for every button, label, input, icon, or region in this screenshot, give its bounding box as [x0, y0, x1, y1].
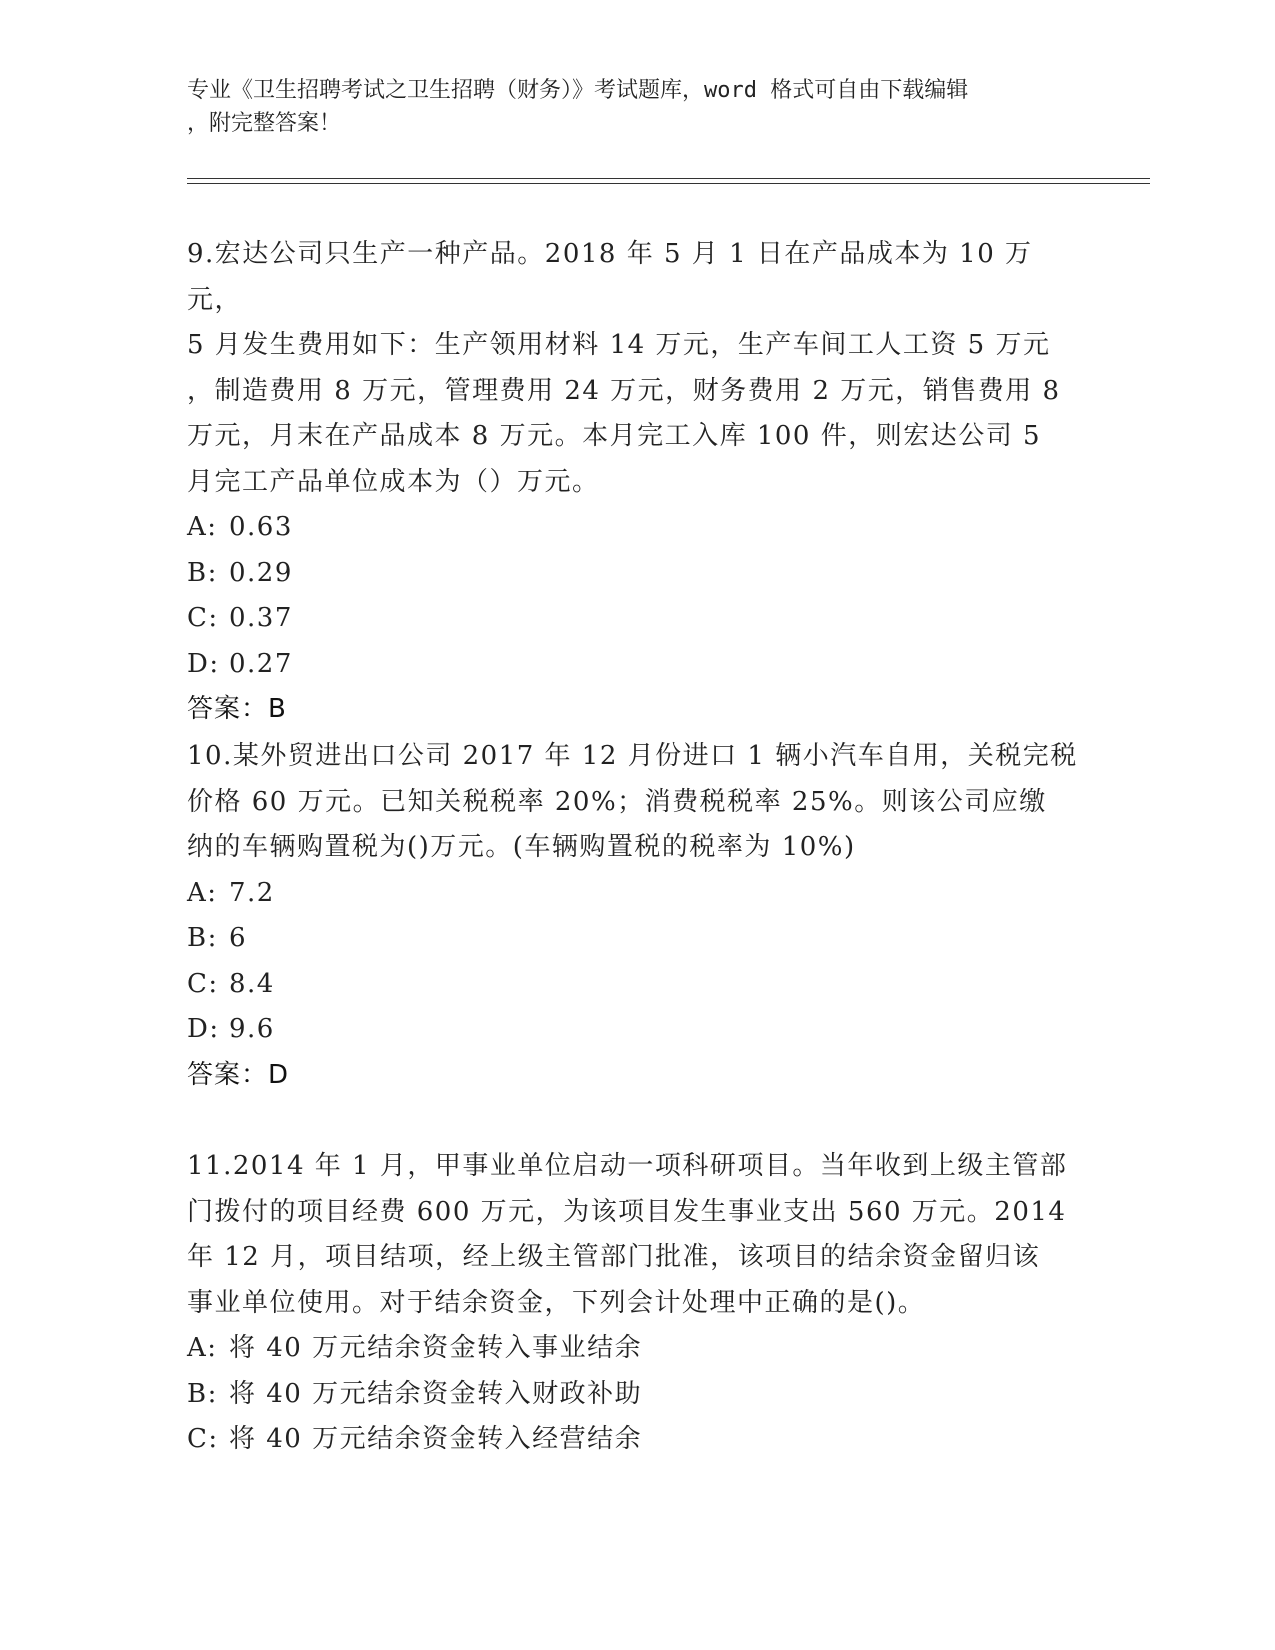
stem-line: 门拨付的项目经费 600 万元，为该项目发生事业支出 560 万元。2014 — [187, 1196, 1067, 1227]
option-label: C: — [187, 1424, 219, 1454]
question-11 — [187, 1144, 1087, 1463]
header-divider-bottom — [187, 183, 1150, 184]
stem-line: ，制造费用 8 万元，管理费用 24 万元，财务费用 2 万元，销售费用 8 — [187, 375, 1061, 406]
option-text: 7.2 — [229, 877, 275, 908]
option-c — [187, 962, 1087, 1008]
option-label: C: — [187, 603, 219, 633]
option-a — [187, 1326, 1087, 1372]
option-c — [187, 596, 1087, 642]
stem-line: 纳的车辆购置税为()万元。(车辆购置税的税率为 10%) — [187, 832, 856, 862]
option-label: A: — [187, 512, 218, 542]
option-label: B: — [187, 1378, 218, 1409]
option-text: 9.6 — [229, 1014, 275, 1044]
option-b — [187, 551, 1087, 597]
option-text: 6 — [229, 923, 248, 953]
stem-line: 5 月发生费用如下：生产领用材料 14 万元，生产车间工人工资 5 万元 — [187, 330, 1051, 360]
option-b — [187, 1372, 1087, 1418]
header-divider-top — [187, 178, 1150, 179]
option-text: 将 40 万元结余资金转入事业结余 — [229, 1333, 643, 1363]
stem-line: 万元，月末在产品成本 8 万元。本月完工入库 100 件，则宏达公司 5 — [187, 421, 1042, 451]
stem-line: 事业单位使用。对于结余资金，下列会计处理中正确的是()。 — [187, 1287, 926, 1318]
option-label: D: — [187, 1014, 220, 1044]
option-text: 0.29 — [229, 557, 293, 588]
header-line-1: 专业《卫生招聘考试之卫生招聘（财务）》考试题库，word 格式可自由下载编辑 — [187, 78, 969, 103]
header-line-2: ，附完整答案！ — [187, 111, 342, 136]
option-text: 0.27 — [229, 648, 293, 679]
stem-line: 年 12 月，项目结项，经上级主管部门批准，该项目的结余资金留归该 — [187, 1242, 1041, 1272]
option-label: B: — [187, 557, 218, 588]
question-10 — [187, 734, 1087, 1098]
stem-line: 价格 60 万元。已知关税税率 20%；消费税税率 25%。则该公司应缴 — [187, 786, 1047, 817]
answer-line: 答案：D — [187, 1059, 290, 1090]
option-label: A: — [187, 877, 218, 908]
option-c — [187, 1417, 1087, 1463]
option-a — [187, 505, 1087, 551]
option-text: 将 40 万元结余资金转入经营结余 — [229, 1424, 643, 1454]
option-text: 将 40 万元结余资金转入财政补助 — [229, 1378, 643, 1409]
stem-line: 9.宏达公司只生产一种产品。2018 年 5 月 1 日在产品成本为 10 万元， — [187, 239, 1033, 315]
option-text: 0.63 — [229, 512, 293, 542]
option-a — [187, 871, 1087, 917]
question-9 — [187, 232, 1087, 733]
stem-line: 11.2014 年 1 月，甲事业单位启动一项科研项目。当年收到上级主管部 — [187, 1151, 1068, 1181]
option-label: A: — [187, 1333, 218, 1363]
option-label: B: — [187, 923, 218, 953]
question-stem — [187, 1144, 1087, 1326]
question-stem — [187, 232, 1087, 505]
option-b — [187, 916, 1087, 962]
question-stem — [187, 734, 1087, 871]
option-text: 8.4 — [229, 968, 275, 999]
option-d — [187, 1007, 1087, 1053]
stem-line: 月完工产品单位成本为（）万元。 — [187, 466, 600, 497]
answer-line: 答案：B — [187, 694, 287, 724]
option-text: 0.37 — [229, 603, 293, 633]
option-label: D: — [187, 648, 220, 679]
document-header — [187, 74, 1067, 140]
option-label: C: — [187, 968, 219, 999]
stem-line: 10.某外贸进出口公司 2017 年 12 月份进口 1 辆小汽车自用，关税完税 — [187, 741, 1078, 771]
option-d — [187, 642, 1087, 688]
